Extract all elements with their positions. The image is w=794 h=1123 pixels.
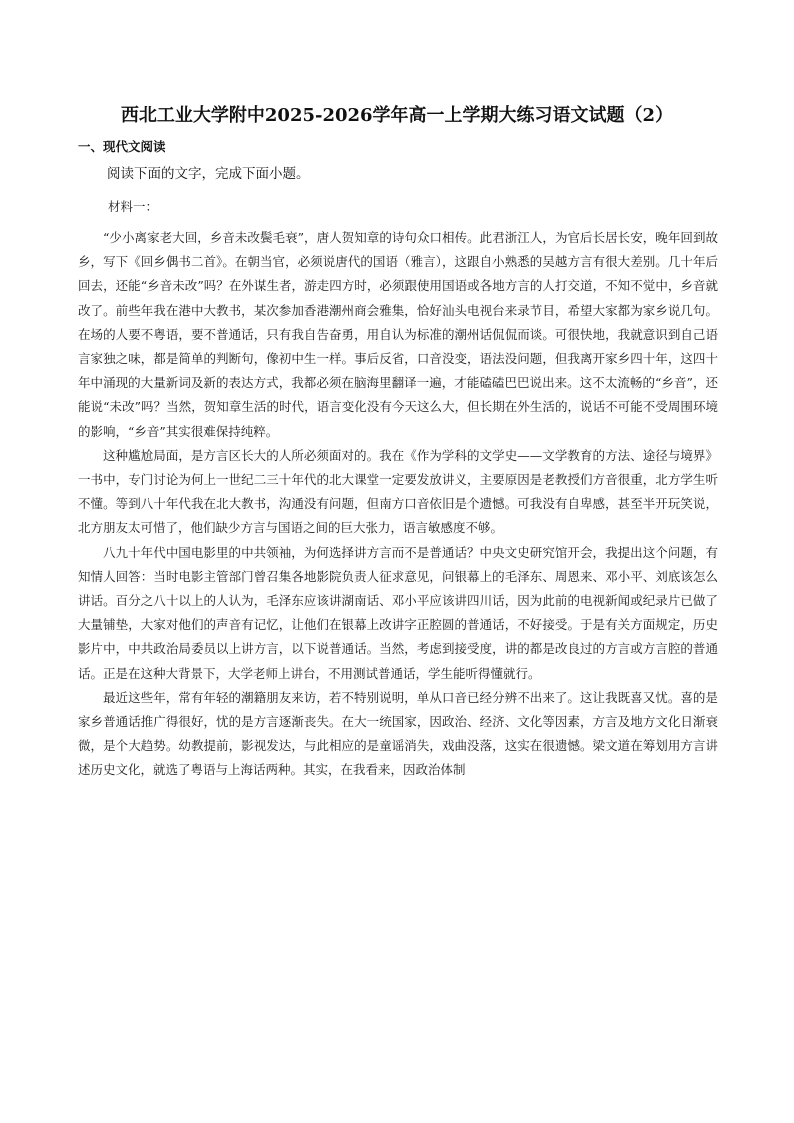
paragraph: 八九十年代中国电影里的中共领袖，为何选择讲方言而不是普通话？中央文史研究馆开会，我提出这个问题，有知情人回答：当时电影主管部门曾召集各地影院负责人征求意见，问银幕上的毛泽东、周恩来、邓小平、刘底该怎么讲话。百分之八十以上的人认为，毛泽东应该讲湖南话、邓小平应该讲四川话，因为此前的电视新闻或纪录片已做了大量铺垫，大家对他们的声音有记忆，让他们在银幕上改讲字正腔圆的普通话，不好接受。于是有关方面规定，历史影片中，中共政治局委员以上讲方言，以下说普通话。当然，考虑到接受度，讲的都是改良过的方言或方言腔的普通话。正是在这种大背景下，大学老师上讲台，不用测试普通话，学生能听得懂就行。 [78,544,718,681]
section-heading: 一、现代文阅读 [78,139,166,154]
paragraph: 这种尴尬局面，是方言区长大的人所必须面对的。我在《作为学科的文学史——文学教育的方法、途径与境界》一书中，专门讨论为何上一世纪二三十年代的北大课堂一定要发放讲义，主要原因是老教授们方音很重，北方学生听不懂。等到八十年代我在北大教书，沟通没有问题，但南方口音依旧是个遗憾。可我没有自卑感，甚至半开玩笑说，北方朋友太可惜了，他们缺少方言与国语之间的巨大张力，语言敏感度不够。 [78,447,718,536]
reading-instruction: 阅读下面的文字，完成下面小题。 [107,166,310,182]
paragraph: 最近这些年，常有年轻的潮籍朋友来访，若不特别说明，单从口音已经分辨不出来了。这让我既喜又忧。喜的是家乡普通话推广得很好，忧的是方言逐渐丧失。在大一统国家，因政治、经济、文化等因素，方言及地方文化日渐衰微，是个大趋势。幼教提前，影视发达，与此相应的是童谣消失，戏曲没落，这实在很遗憾。梁文道在筹划用方言讲述历史文化，就选了粤语与上海话两种。其实，在我看来，因政治体制 [78,689,718,778]
paragraph: “少小离家老大回，乡音未改鬓毛衰”，唐人贺知章的诗句众口相传。此君浙江人，为官后长居长安，晚年回到故乡，写下《回乡偶书二首》。在朝当官，必须说唐代的国语（雅言），这跟自小熟悉的吴越方言有很大差别。几十年后回去，还能“乡音未改”吗？在外谋生者，游走四方时，必须跟使用国语或各地方言的人打交道，不知不觉中，乡音就改了。前些年我在港中大教书，某次参加香港潮州商会雅集，恰好汕头电视台来录节目，希望大家都为家乡说几句。在场的人要不粤语，要不普通话，只有我自告奋勇，用自认为标准的潮州话侃侃而谈。可很快地，我就意识到自己语言家独之味，都是简单的判断句，像初中生一样。事后反省，口音没变，语法没问题，但我离开家乡四十年，这四十年中涌现的大量新词及新的表达方式，我都必须在脑海里翻译一遍，才能磕磕巴巴说出来。这不太流畅的“乡音”，还能说“未改”吗？当然，贺知章生活的时代，语言变化没有今天这么大，但长期在外生活的，说话不可能不受周围环境的影响，“乡音”其实很难保持纯粹。 [78,230,718,439]
document-title: 西北工业大学附中2025-2026学年高一上学期大练习语文试题（2） [120,105,674,126]
article-body [78,226,718,783]
material-label: 材料一： [108,199,159,214]
